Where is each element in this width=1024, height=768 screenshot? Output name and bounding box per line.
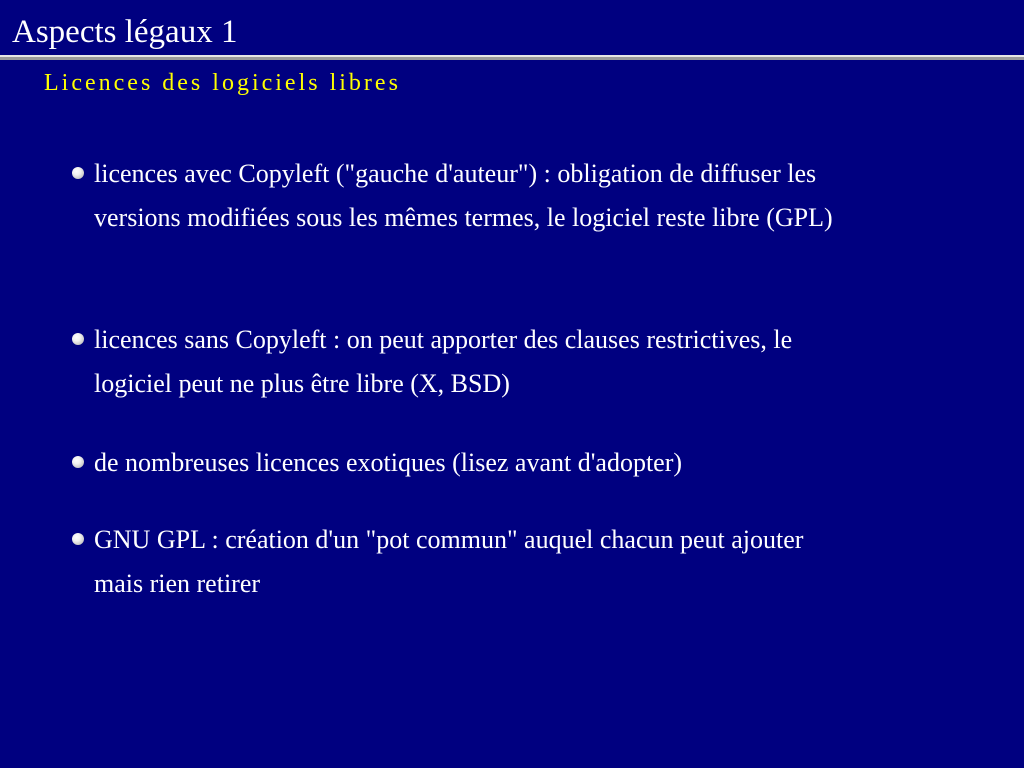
bullet-dot-icon	[72, 333, 84, 345]
bullet-item-copyleft	[72, 152, 972, 240]
title-divider	[0, 55, 1024, 60]
bullet-item-gnu-gpl	[72, 518, 972, 606]
bullet-dot-icon	[72, 167, 84, 179]
bullet-text-line: logiciel peut ne plus être libre (X, BSD)	[94, 369, 510, 398]
bullet-text-line: mais rien retirer	[94, 569, 261, 598]
bullet-item-exotic-licences	[72, 441, 972, 485]
bullet-text-line: versions modifiées sous les mêmes termes, le logiciel reste libre (GPL)	[94, 203, 833, 232]
bullet-dot-icon	[72, 533, 84, 545]
bullet-dot-icon	[72, 456, 84, 468]
bullet-item-no-copyleft	[72, 318, 972, 406]
bullet-text-line: GNU GPL : création d'un "pot commun" auquel chacun peut ajouter	[94, 525, 804, 554]
bullet-text-line: de nombreuses licences exotiques (lisez avant d'adopter)	[94, 448, 683, 477]
bullet-text-line: licences avec Copyleft ("gauche d'auteur") : obligation de diffuser les	[94, 159, 817, 188]
slide-title: Aspects légaux 1	[12, 14, 238, 50]
slide-subtitle: Licences des logiciels libres	[44, 70, 401, 96]
bullet-text-line: licences sans Copyleft : on peut apporter des clauses restrictives, le	[94, 325, 793, 354]
